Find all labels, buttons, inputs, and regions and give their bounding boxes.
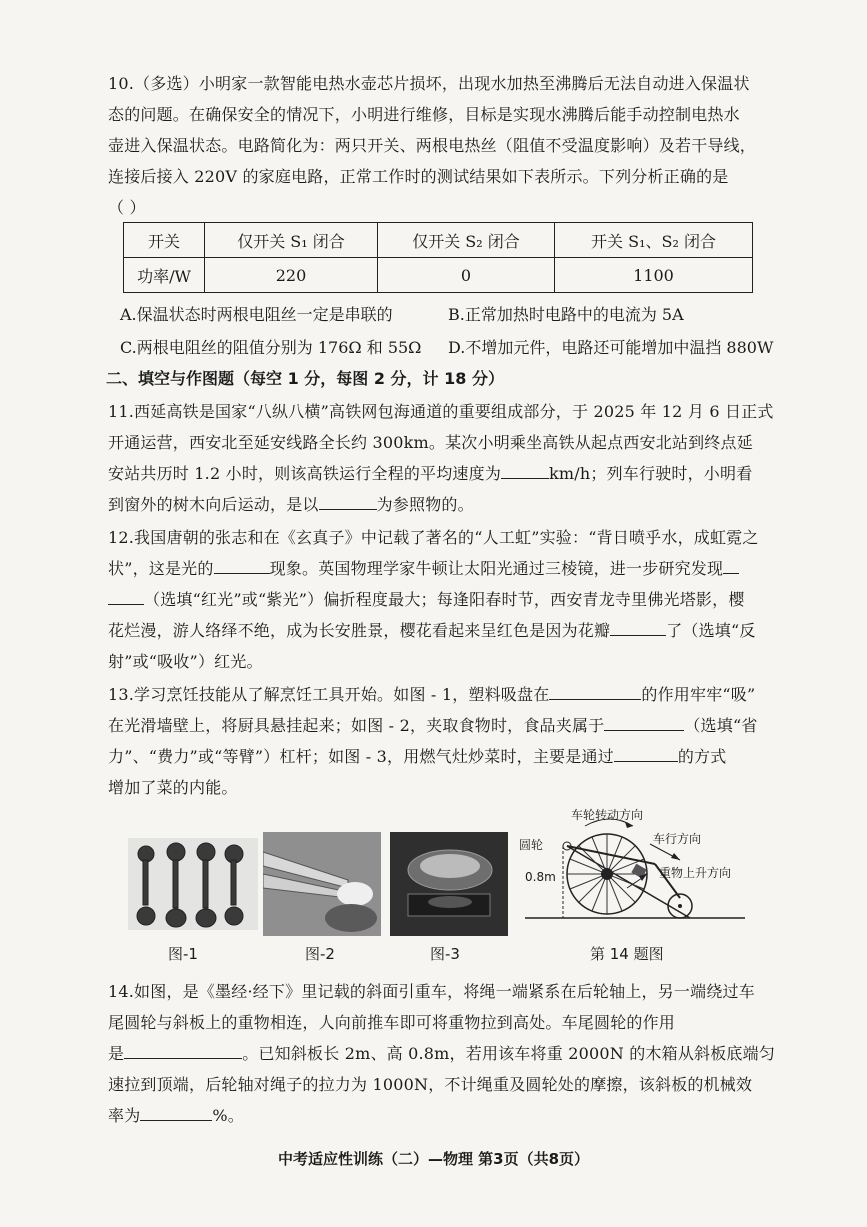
q13-line-1 xyxy=(108,679,798,710)
table-cell: 开关 S₁、S₂ 闭合 xyxy=(555,223,753,258)
q12-text: 了（选填“反 xyxy=(666,621,756,640)
answer-blank[interactable] xyxy=(214,559,270,574)
q11-text: 安站共历时 1.2 小时，则该高铁运行全程的平均速度为 xyxy=(108,464,502,483)
q12-text: （选填“红光”或“紫光”）偏折程度最大；每逢阳春时节，西安青龙寺里佛光塔影，樱 xyxy=(144,590,745,609)
q13-text: （选填“省 xyxy=(684,716,758,735)
q10-answer-bracket: （ ） xyxy=(108,198,146,217)
figure-3-caption: 图-3 xyxy=(430,945,460,963)
q10-line-2: 态的问题。在确保安全的情况下，小明进行维修，目标是实现水沸腾后能手动控制电热水 xyxy=(108,105,740,124)
lift-direction-label: 重物上升方向 xyxy=(659,866,732,880)
q13-line-3 xyxy=(108,741,798,772)
answer-blank[interactable] xyxy=(124,1044,242,1059)
table-header-row xyxy=(124,223,753,258)
figure-14-diagram xyxy=(515,806,755,936)
q10-line-4: 连接后接入 220V 的家庭电路，正常工作时的测试结果如下表所示。下列分析正确的是 xyxy=(108,167,729,186)
table-cell: 仅开关 S₁ 闭合 xyxy=(205,223,378,258)
figure-1-caption: 图-1 xyxy=(168,945,198,963)
figure-2-photo xyxy=(263,832,381,936)
option-d: D.不增加元件，电路还可能增加中温挡 880W xyxy=(448,338,774,357)
answer-blank[interactable] xyxy=(549,685,641,700)
question-12 xyxy=(108,522,798,677)
q10-line-1: 10.（多选）小明家一款智能电热水壶芯片损坏，出现水加热至沸腾后无法自动进入保温状 xyxy=(108,74,750,93)
wheel-direction-label: 车轮转动方向 xyxy=(571,808,644,822)
q12-line-3 xyxy=(108,584,798,615)
q14-text: %。 xyxy=(212,1106,245,1125)
option-c: C.两根电阻丝的阻值分别为 176Ω 和 55Ω xyxy=(120,338,422,357)
question-14 xyxy=(108,976,798,1131)
figure-3-photo xyxy=(390,832,508,936)
q12-line-2 xyxy=(108,553,798,584)
q13-text: 13.学习烹饪技能从了解烹饪工具开始。如图 - 1，塑料吸盘在 xyxy=(108,685,550,704)
q12-text: 现象。英国物理学家牛顿让太阳光通过三棱镜，进一步研究发现 xyxy=(269,559,724,578)
question-13 xyxy=(108,679,798,803)
q12-line-4 xyxy=(108,615,798,646)
pulley-label: 圆轮 xyxy=(519,838,544,852)
q11-line-4 xyxy=(108,489,798,520)
q14-line-3 xyxy=(108,1038,798,1069)
answer-blank[interactable] xyxy=(108,590,144,605)
table-cell: 220 xyxy=(205,258,378,293)
q14-text: 。已知斜板长 2m、高 0.8m，若用该车将重 2000N 的木箱从斜板底端匀 xyxy=(242,1044,776,1063)
q14-text: 是 xyxy=(108,1044,125,1063)
table-row xyxy=(124,258,753,293)
q12-text: 花烂漫，游人络绎不绝，成为长安胜景，樱花看起来呈红色是因为花瓣 xyxy=(108,621,611,640)
q13-text: 在光滑墙壁上，将厨具悬挂起来；如图 - 2，夹取食物时，食品夹属于 xyxy=(108,716,605,735)
answer-blank[interactable] xyxy=(614,747,678,762)
q14-line-5 xyxy=(108,1100,798,1131)
q11-text: 为参照物的。 xyxy=(376,495,474,514)
question-10 xyxy=(108,68,798,223)
answer-blank[interactable] xyxy=(723,559,739,574)
table-cell: 开关 xyxy=(124,223,205,258)
q11-text: 到窗外的树木向后运动，是以 xyxy=(108,495,319,514)
answer-blank[interactable] xyxy=(604,716,684,731)
q11-text: km/h；列车行驶时，小明看 xyxy=(549,464,753,483)
figure-2-caption: 图-2 xyxy=(305,945,335,963)
q12-line-1: 12.我国唐朝的张志和在《玄真子》中记载了著名的“人工虹”实验：“背日喷乎水，成虹霓之 xyxy=(108,528,759,547)
q13-text: 的作用牢牢“吸” xyxy=(641,685,756,704)
q13-text: 力”、“费力”或“等臂”）杠杆；如图 - 3，用燃气灶炒菜时，主要是通过 xyxy=(108,747,614,766)
q10-line-3: 壶进入保温状态。电路简化为：两只开关、两根电热丝（阻值不受温度影响）及若干导线， xyxy=(108,136,757,155)
answer-blank[interactable] xyxy=(501,464,549,479)
page-footer: 中考适应性训练（二）—物理 第3页（共8页） xyxy=(277,1150,590,1168)
q11-line-3 xyxy=(108,458,798,489)
q12-line-5: 射”或“吸收”）红光。 xyxy=(108,652,263,671)
q14-line-1: 14.如图，是《墨经·经下》里记载的斜面引重车，将绳一端紧系在后轮轴上，另一端绕过车 xyxy=(108,982,755,1001)
section-2-heading: 二、填空与作图题（每空 1 分，每图 2 分，计 18 分） xyxy=(106,369,504,388)
option-a: A.保温状态时两根电阻丝一定是串联的 xyxy=(120,305,393,324)
q13-line-4: 增加了菜的内能。 xyxy=(108,778,238,797)
table-cell: 1100 xyxy=(555,258,753,293)
q14-line-2: 尾圆轮与斜板上的重物相连，人向前推车即可将重物拉到高处。车尾圆轮的作用 xyxy=(108,1013,676,1032)
q11-line-1: 11.西延高铁是国家“八纵八横”高铁网包海通道的重要组成部分，于 2025 年 12 月 6 日正式 xyxy=(108,402,774,421)
answer-blank[interactable] xyxy=(319,495,377,510)
table-cell: 仅开关 S₂ 闭合 xyxy=(378,223,555,258)
table-cell: 功率/W xyxy=(124,258,205,293)
figure-14-caption: 第 14 题图 xyxy=(590,945,664,963)
table-cell: 0 xyxy=(378,258,555,293)
ladle-illustration xyxy=(128,838,258,930)
option-b: B.正常加热时电路中的电流为 5A xyxy=(448,305,684,324)
q14-line-4: 速拉到顶端，后轮轴对绳子的拉力为 1000N，不计绳重及圆轮处的摩擦，该斜板的机械效 xyxy=(108,1075,753,1094)
q13-text: 的方式 xyxy=(677,747,727,766)
tongs-illustration xyxy=(263,832,381,936)
q11-line-2: 开通运营，西安北至延安线路全长约 300km。某次小明乘坐高铁从起点西安北站到终点延 xyxy=(108,433,753,452)
power-table xyxy=(123,222,753,293)
answer-blank[interactable] xyxy=(140,1106,212,1121)
figure-1-photo xyxy=(128,838,258,930)
q12-text: 状”，这是光的 xyxy=(108,559,214,578)
q13-line-2 xyxy=(108,710,798,741)
answer-blank[interactable] xyxy=(610,621,666,636)
car-direction-label: 车行方向 xyxy=(653,832,702,846)
question-11 xyxy=(108,396,798,520)
stove-illustration xyxy=(390,832,508,936)
height-label: 0.8m xyxy=(525,870,556,884)
q14-text: 率为 xyxy=(108,1106,141,1125)
